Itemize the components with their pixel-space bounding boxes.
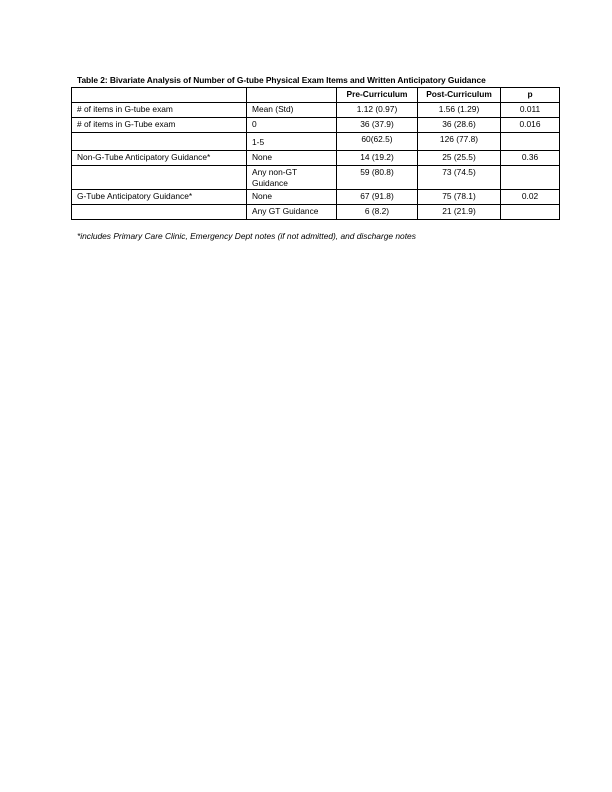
pre-value: 6 (8.2) [337,205,418,220]
post-value: 36 (28.6) [418,118,501,133]
row-category: Mean (Std) [247,103,337,118]
row-category: Any GT Guidance [247,205,337,220]
row-category: None [247,151,337,166]
table-row [72,103,560,118]
post-value: 75 (78.1) [418,190,501,205]
table-row [72,151,560,166]
table-row [72,205,560,220]
bivariate-analysis-table [71,87,560,220]
row-label: # of items in G-Tube exam [72,118,247,133]
pre-value: 36 (37.9) [337,118,418,133]
post-value: 25 (25.5) [418,151,501,166]
p-value [501,133,560,151]
header-cell [247,88,337,103]
p-value: 0.016 [501,118,560,133]
row-label [72,133,247,151]
table-row [72,118,560,133]
post-value: 73 (74.5) [418,166,501,190]
post-value: 21 (21.9) [418,205,501,220]
row-category: Any non-GT Guidance [247,166,337,190]
pre-value: 59 (80.8) [337,166,418,190]
row-label [72,205,247,220]
row-category: None [247,190,337,205]
table-row [72,166,560,190]
row-category: 1-5 [247,133,337,151]
post-value: 1.56 (1.29) [418,103,501,118]
p-value [501,166,560,190]
row-category: 0 [247,118,337,133]
p-value: 0.02 [501,190,560,205]
pre-value: 1.12 (0.97) [337,103,418,118]
table-row [72,133,560,151]
row-label: G-Tube Anticipatory Guidance* [72,190,247,205]
row-label: Non-G-Tube Anticipatory Guidance* [72,151,247,166]
row-label: # of items in G-tube exam [72,103,247,118]
header-post-curriculum: Post-Curriculum [418,88,501,103]
table-row [72,190,560,205]
p-value: 0.011 [501,103,560,118]
table-header-row [72,88,560,103]
header-cell [72,88,247,103]
p-value: 0.36 [501,151,560,166]
table-footnote: *includes Primary Care Clinic, Emergency Dept notes (if not admitted), and discharge notes [77,231,416,241]
post-value: 126 (77.8) [418,133,501,151]
header-pre-curriculum: Pre-Curriculum [337,88,418,103]
table-caption: Table 2: Bivariate Analysis of Number of G-tube Physical Exam Items and Written Anticipatory Guidance [77,75,486,85]
pre-value: 60(62.5) [337,133,418,151]
p-value [501,205,560,220]
row-label [72,166,247,190]
pre-value: 14 (19.2) [337,151,418,166]
pre-value: 67 (91.8) [337,190,418,205]
header-p-value: p [501,88,560,103]
